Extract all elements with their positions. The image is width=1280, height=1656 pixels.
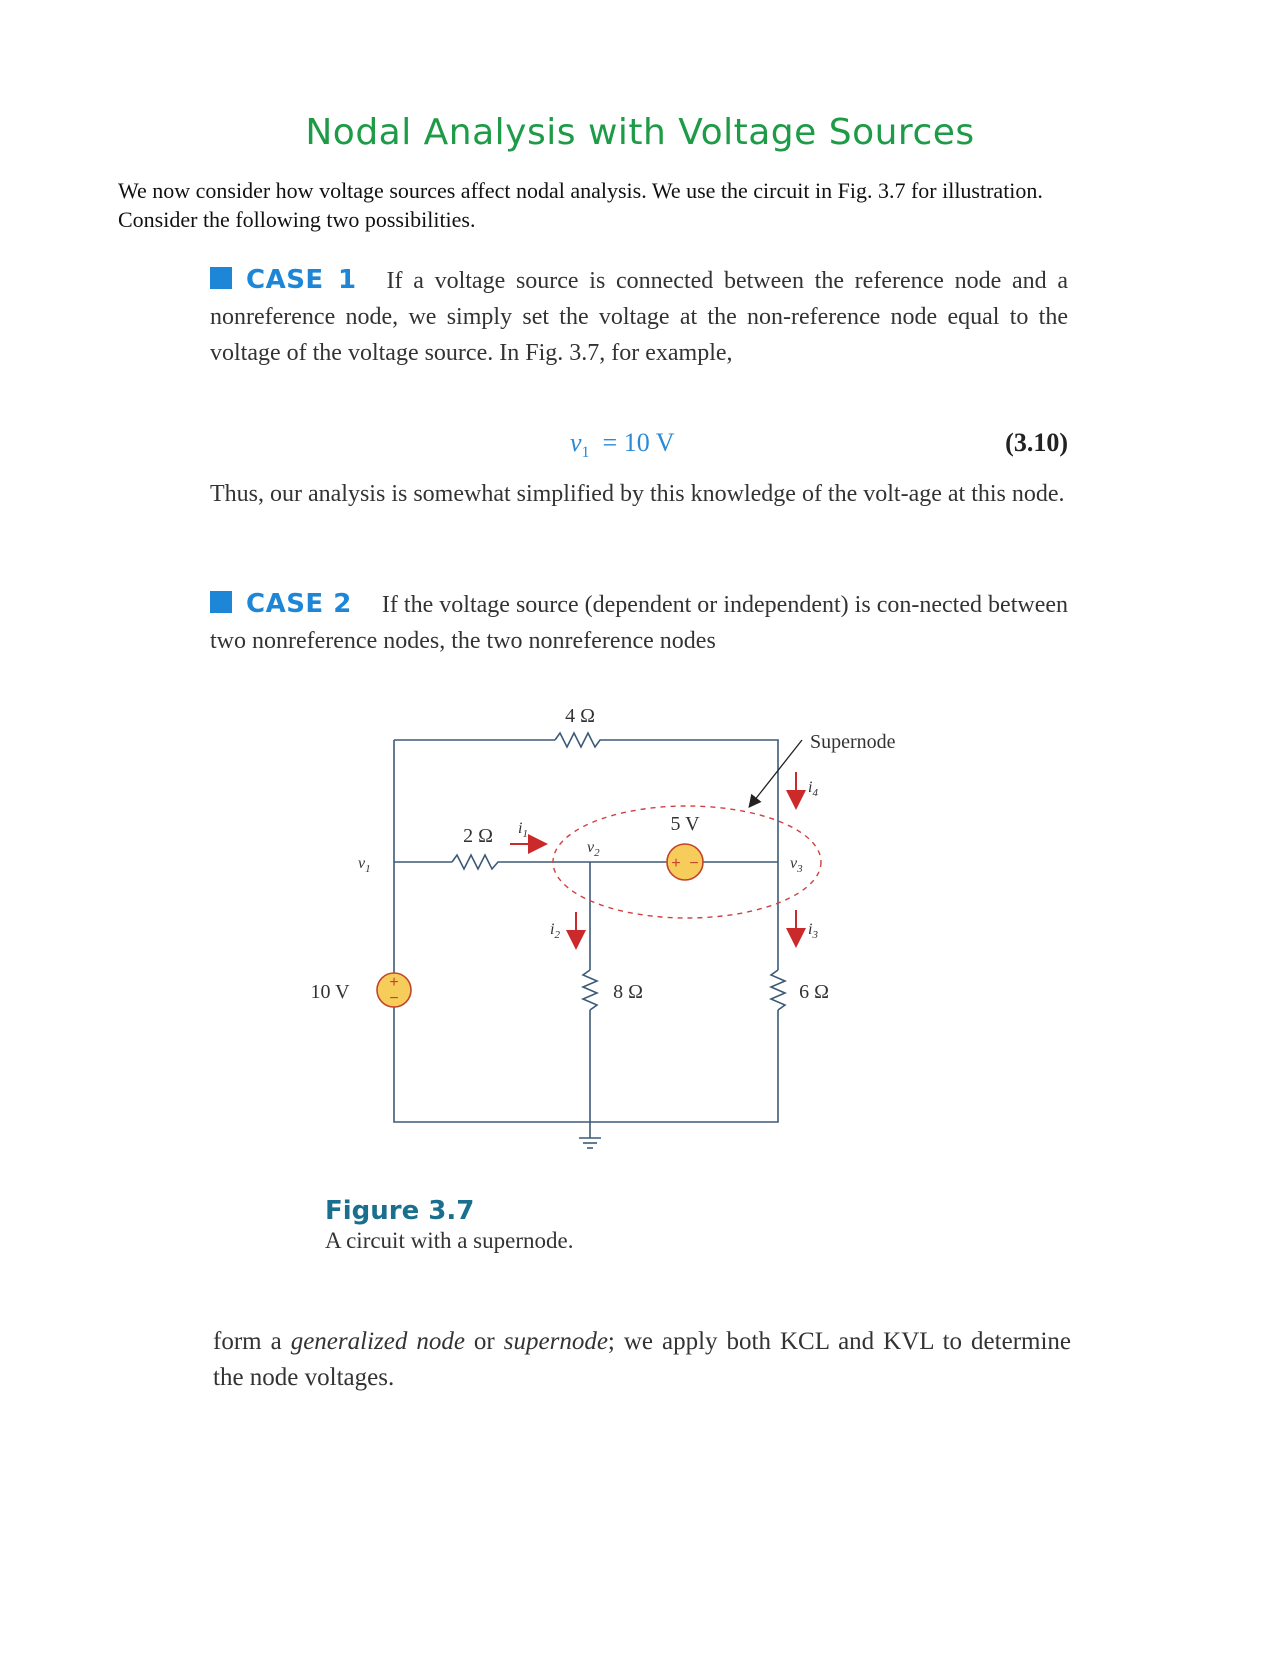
resistor-6ohm bbox=[771, 970, 785, 1010]
label-8ohm: 8 Ω bbox=[613, 981, 643, 1003]
figure-label: Figure 3.7 bbox=[325, 1196, 475, 1226]
case2-paragraph bbox=[210, 586, 1068, 659]
final-text-3: ; we apply both KCL and KVL to determine the node voltages. bbox=[213, 1328, 1072, 1391]
case1-text: If a voltage source is connected between the reference node and a nonreference node, we simply set the voltage at the non-reference node equal to the voltage of the voltage source. In Fig. 3.7, for example, bbox=[210, 268, 1068, 366]
equation-text bbox=[570, 428, 675, 462]
equation-3-10 bbox=[210, 428, 1068, 464]
node-label-v3: $v_3$ bbox=[790, 855, 803, 875]
case2-square-icon bbox=[210, 591, 232, 613]
voltage-source-10v-plus: + bbox=[389, 974, 399, 991]
equation-number: (3.10) bbox=[1005, 428, 1068, 457]
equation-variable: v bbox=[570, 428, 582, 457]
final-text-2: or bbox=[464, 1328, 504, 1355]
node-label-v1: $v_1$ bbox=[358, 855, 371, 875]
intro-paragraph: We now consider how voltage sources affect nodal analysis. We use the circuit in Fig. 3.7 for illustration. Consider the following two possibilities. bbox=[118, 178, 1043, 232]
case1-followup: Thus, our analysis is somewhat simplified by this knowledge of the volt-age at this node. bbox=[210, 481, 1065, 507]
label-4ohm: 4 Ω bbox=[565, 705, 595, 727]
final-text-1: form a bbox=[213, 1328, 291, 1355]
current-label-i3: $i_3$ bbox=[808, 921, 818, 941]
figure-caption bbox=[325, 1196, 573, 1254]
figure-description: A circuit with a supernode. bbox=[325, 1228, 574, 1253]
voltage-source-5v-plus: + bbox=[671, 855, 681, 872]
term-generalized-node: generalized node bbox=[290, 1328, 465, 1355]
circuit-diagram bbox=[300, 690, 1000, 1200]
case2-text: If the voltage source (dependent or independent) is con-nected between two nonreference nodes, the two nonreference nodes bbox=[210, 592, 1068, 654]
label-10v: 10 V bbox=[310, 981, 350, 1003]
current-label-i1: $i_1$ bbox=[518, 820, 528, 840]
equation-subscript: 1 bbox=[581, 444, 590, 462]
voltage-source-5v-minus: − bbox=[689, 855, 699, 872]
circuit-wires bbox=[394, 740, 778, 1138]
resistor-8ohm bbox=[583, 970, 597, 1010]
label-2ohm: 2 Ω bbox=[463, 825, 493, 847]
page-title: Nodal Analysis with Voltage Sources bbox=[305, 112, 975, 153]
supernode-pointer-arrow bbox=[750, 740, 802, 806]
final-paragraph bbox=[213, 1324, 1071, 1396]
case1-square-icon bbox=[210, 267, 232, 289]
node-label-v2: $v_2$ bbox=[587, 839, 600, 859]
ground-icon bbox=[579, 1138, 601, 1148]
resistor-2ohm bbox=[452, 855, 505, 869]
case1-label: CASE 1 bbox=[246, 265, 357, 295]
voltage-source-10v-minus: − bbox=[389, 990, 399, 1007]
equation-rhs: = 10 V bbox=[602, 428, 675, 457]
case1-paragraph bbox=[210, 262, 1068, 371]
case2-label: CASE 2 bbox=[246, 589, 352, 619]
resistor-4ohm bbox=[555, 733, 605, 747]
term-supernode: supernode bbox=[503, 1328, 608, 1355]
label-6ohm: 6 Ω bbox=[799, 981, 829, 1003]
current-label-i4: $i_4$ bbox=[808, 779, 818, 799]
label-5v: 5 V bbox=[670, 813, 700, 835]
label-supernode: Supernode bbox=[810, 731, 896, 753]
current-label-i2: $i_2$ bbox=[550, 921, 560, 941]
wire-left-lower bbox=[394, 1007, 778, 1122]
